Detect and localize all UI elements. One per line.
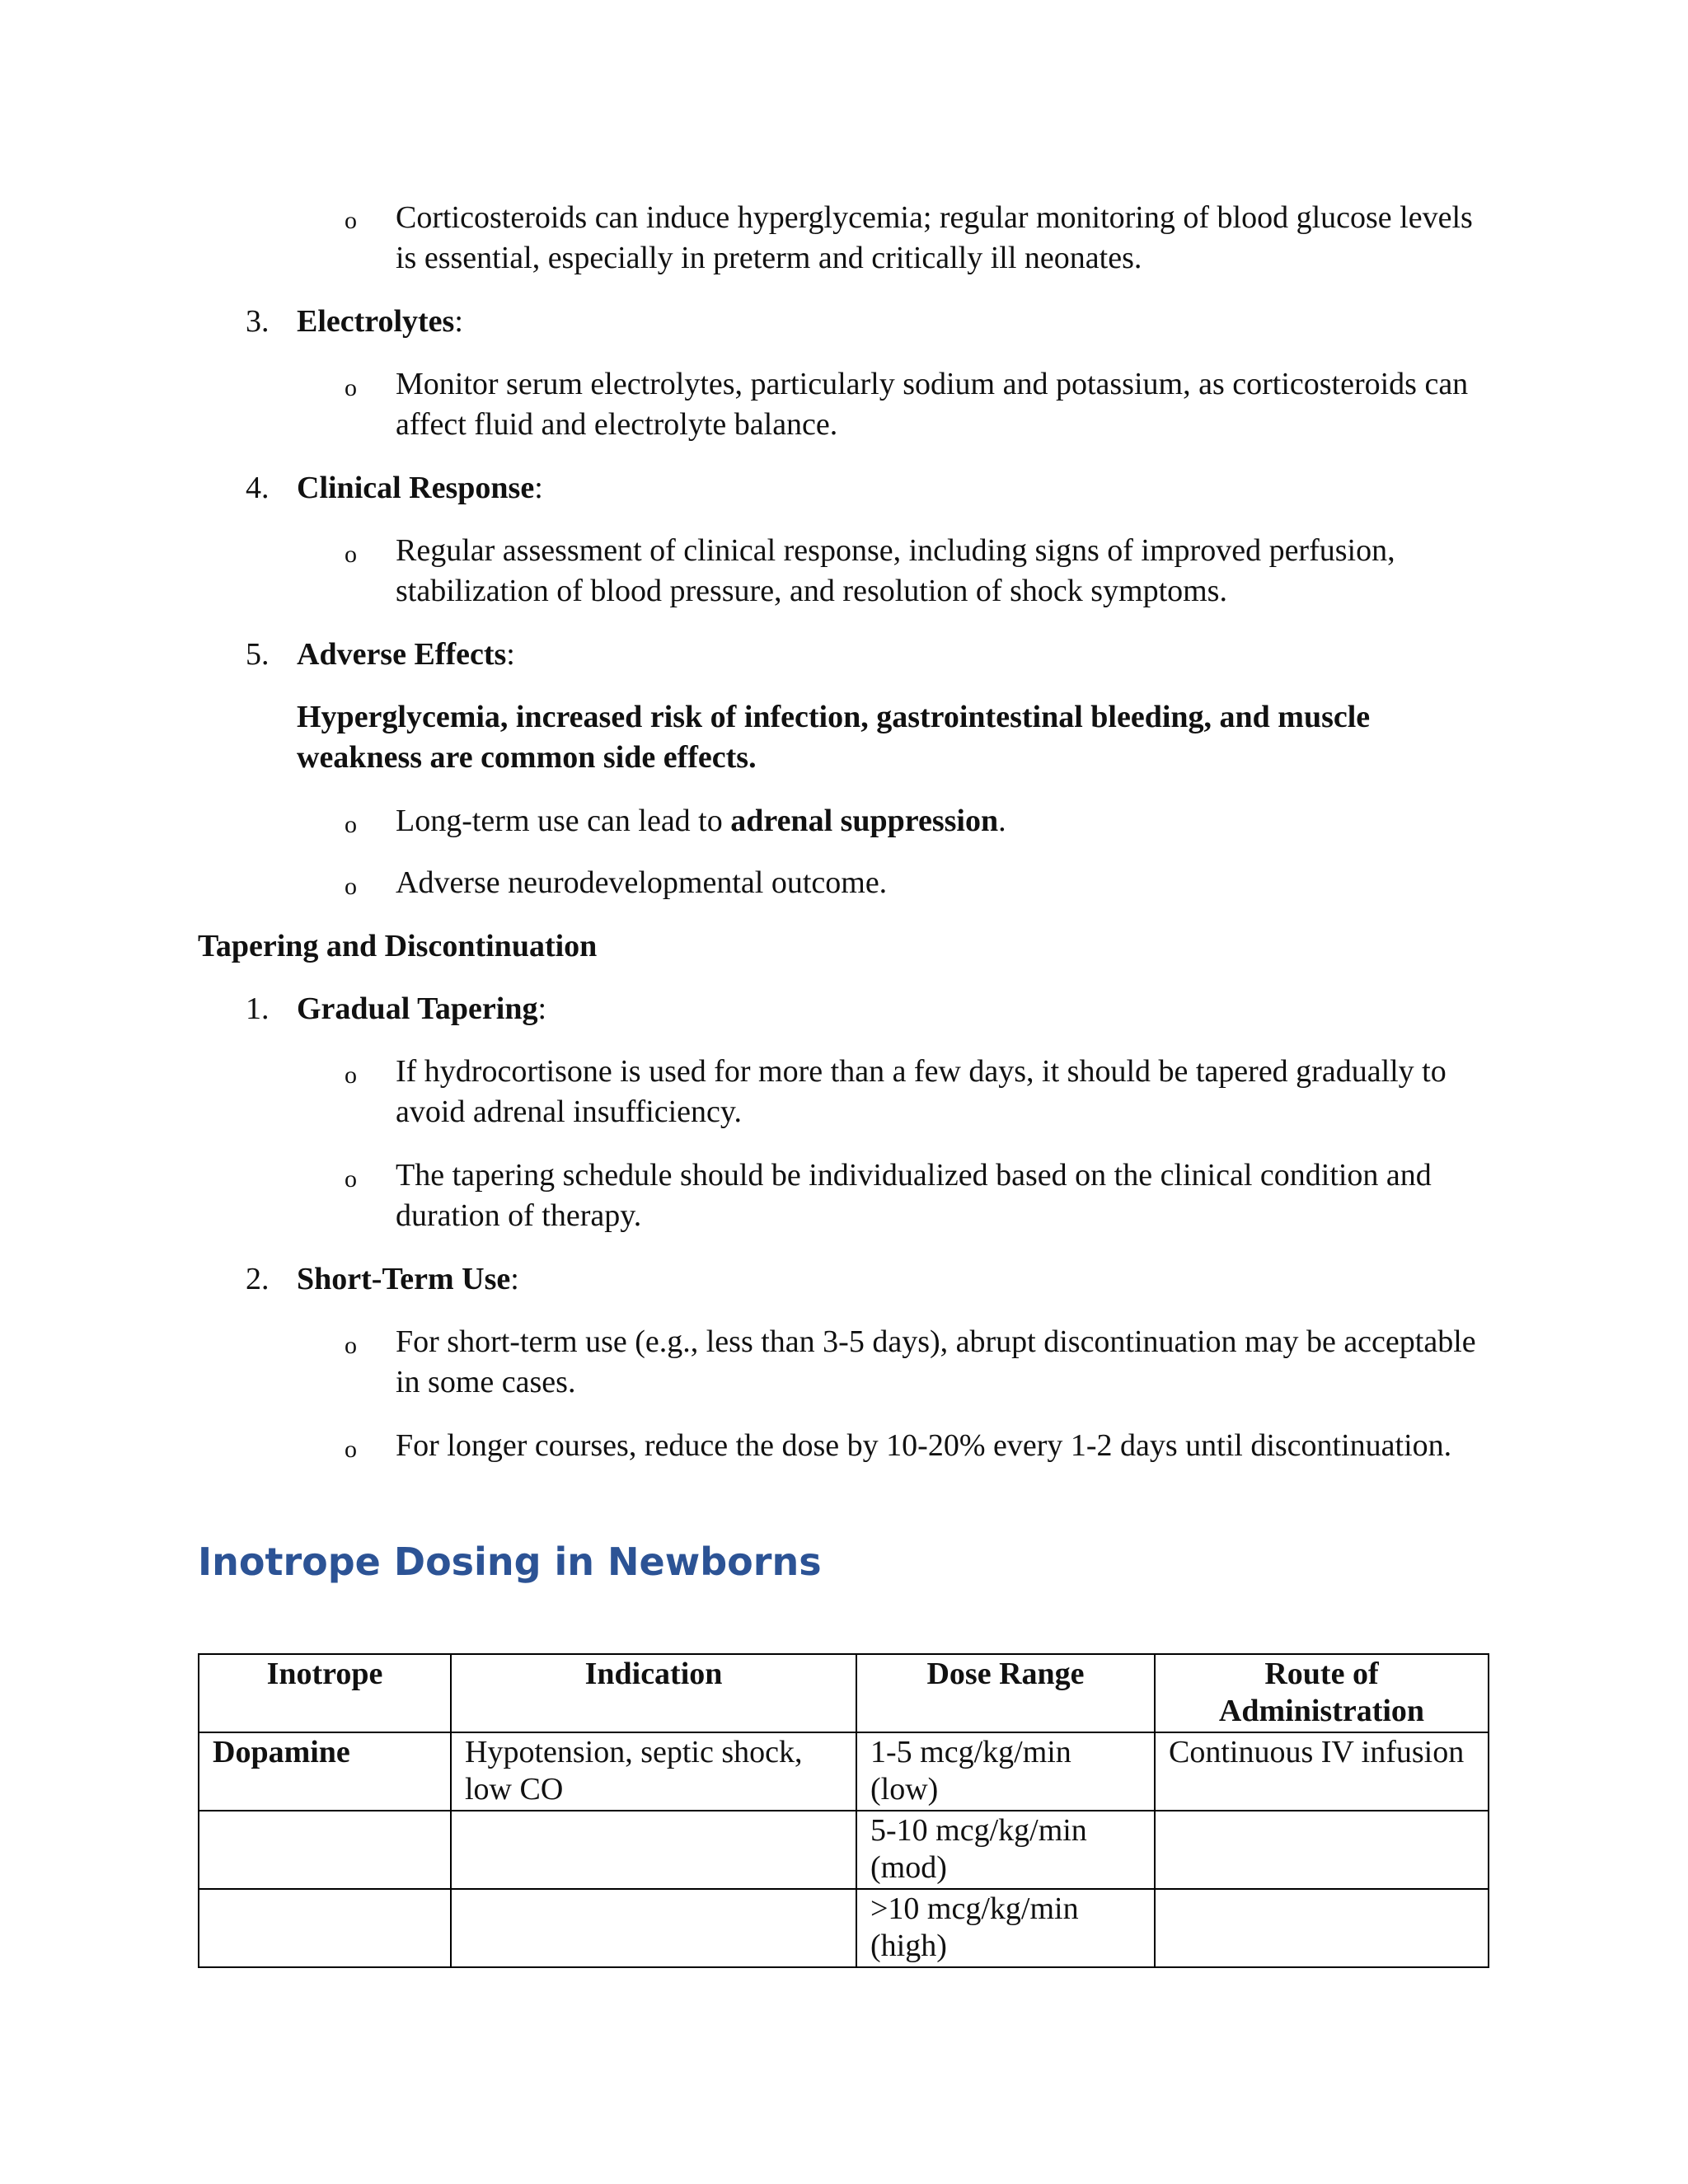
table-cell: 1-5 mcg/kg/min (low) bbox=[856, 1732, 1155, 1811]
bullet-marker: o bbox=[345, 1436, 357, 1463]
section-heading: Inotrope Dosing in Newborns bbox=[198, 1540, 822, 1584]
list-number: 1. bbox=[246, 991, 270, 1026]
bullet-marker: o bbox=[345, 873, 357, 900]
list-number: 4. bbox=[246, 471, 270, 505]
table-row bbox=[199, 1732, 1489, 1811]
table-cell: >10 mcg/kg/min (high) bbox=[856, 1889, 1155, 1967]
bullet-text: Regular assessment of clinical response, including signs of improved perfusion, stabilization of blood pressure, and resolution of shock symptoms. bbox=[396, 533, 1395, 608]
list-item-title: Electrolytes: bbox=[297, 304, 463, 339]
bullet-text: Corticosteroids can induce hyperglycemia; regular monitoring of blood glucose levels is essential, especially in preterm and critically ill neonates. bbox=[396, 200, 1473, 275]
table-cell bbox=[199, 1811, 451, 1889]
bullet-text: Long-term use can lead to adrenal suppression. bbox=[396, 804, 1006, 838]
list-number: 3. bbox=[246, 304, 270, 339]
bullet-marker: o bbox=[345, 374, 357, 401]
bullet-text: Monitor serum electrolytes, particularly sodium and potassium, as corticosteroids can affect fluid and electrolyte balance. bbox=[396, 367, 1469, 442]
table-cell: Hypotension, septic shock, low CO bbox=[451, 1732, 856, 1811]
list-item-title: Gradual Tapering: bbox=[297, 991, 547, 1026]
bullet-marker: o bbox=[345, 1165, 357, 1193]
table-header-cell: Indication bbox=[451, 1654, 856, 1732]
table-header-cell: Inotrope bbox=[199, 1654, 451, 1732]
list-item-title: Clinical Response: bbox=[297, 471, 543, 505]
list-number: 2. bbox=[246, 1262, 270, 1296]
bullet-text: For short-term use (e.g., less than 3-5 days), abrupt discontinuation may be acceptable in some cases. bbox=[396, 1324, 1476, 1399]
bullet-marker: o bbox=[345, 811, 357, 838]
table-row bbox=[199, 1889, 1489, 1967]
tapering-heading: Tapering and Discontinuation bbox=[198, 929, 598, 963]
bullet-text: The tapering schedule should be individualized based on the clinical condition and duration of therapy. bbox=[396, 1158, 1432, 1233]
table-cell: Continuous IV infusion bbox=[1155, 1732, 1489, 1811]
bullet-text: For longer courses, reduce the dose by 10-20% every 1-2 days until discontinuation. bbox=[396, 1428, 1452, 1463]
table-row bbox=[199, 1811, 1489, 1889]
bullet-text: If hydrocortisone is used for more than a few days, it should be tapered gradually to avoid adrenal insufficiency. bbox=[396, 1054, 1447, 1129]
table-header-cell: Route of Administration bbox=[1155, 1654, 1489, 1732]
table-header-row bbox=[199, 1654, 1489, 1732]
table-cell bbox=[1155, 1889, 1489, 1967]
bullet-marker: o bbox=[345, 207, 357, 234]
table-cell: Dopamine bbox=[199, 1732, 451, 1811]
table-cell bbox=[199, 1889, 451, 1967]
list-item-title: Short-Term Use: bbox=[297, 1262, 519, 1296]
bullet-marker: o bbox=[345, 541, 357, 568]
bullet-text: Adverse neurodevelopmental outcome. bbox=[396, 865, 888, 900]
table-header-cell: Dose Range bbox=[856, 1654, 1155, 1732]
bullet-marker: o bbox=[345, 1332, 357, 1359]
table-cell bbox=[451, 1811, 856, 1889]
table-cell: 5-10 mcg/kg/min (mod) bbox=[856, 1811, 1155, 1889]
list-item-title: Adverse Effects: bbox=[297, 637, 515, 672]
adverse-effects-paragraph: Hyperglycemia, increased risk of infection, gastrointestinal bleeding, and muscle weakness are common side effects. bbox=[297, 700, 1371, 775]
list-number: 5. bbox=[246, 637, 270, 672]
bullet-marker: o bbox=[345, 1062, 357, 1089]
table-cell bbox=[1155, 1811, 1489, 1889]
inotrope-table bbox=[198, 1653, 1489, 1968]
table-cell bbox=[451, 1889, 856, 1967]
